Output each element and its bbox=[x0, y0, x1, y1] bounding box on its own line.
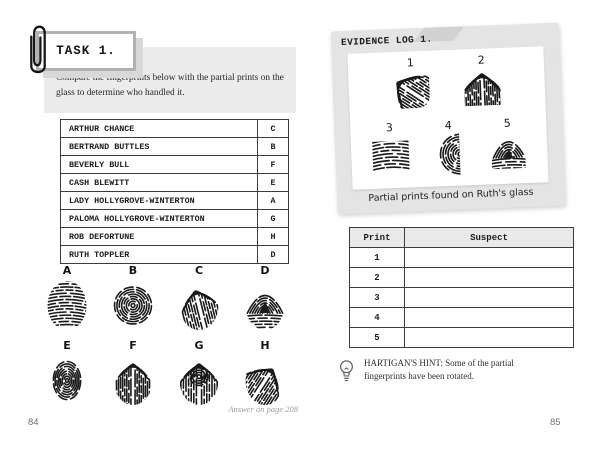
suspect-row bbox=[61, 138, 289, 156]
suspect-letter: F bbox=[258, 156, 289, 174]
suspect-name: CASH BLEWITT bbox=[61, 174, 258, 192]
fingerprint-d bbox=[232, 264, 298, 333]
fingerprint-label: E bbox=[63, 339, 71, 352]
paperclip-icon bbox=[27, 21, 49, 79]
suspect-name: ARTHUR CHANCE bbox=[61, 120, 258, 138]
suspect-row bbox=[61, 156, 289, 174]
fingerprint-label: C bbox=[194, 264, 204, 277]
fingerprint-label: D bbox=[260, 264, 270, 277]
match-row bbox=[350, 308, 574, 328]
partial-print-1 bbox=[388, 56, 435, 121]
task-instructions: Compare the fingerprints below with the partial prints on the glass to determine who handled it. bbox=[56, 73, 284, 98]
partial-vertical-ridges-icon bbox=[459, 66, 506, 118]
fingerprint-label: A bbox=[62, 264, 72, 277]
match-print-number: 1 bbox=[350, 248, 405, 268]
suspect-row bbox=[61, 174, 289, 192]
match-print-number: 5 bbox=[350, 328, 405, 348]
prints-caption: Partial prints found on Ruth's glass bbox=[368, 186, 534, 205]
partial-horizontal-ridges-icon bbox=[367, 133, 414, 185]
partial-print-3 bbox=[367, 120, 414, 185]
suspect-letter: H bbox=[258, 228, 289, 246]
partial-print-number: 4 bbox=[444, 118, 453, 133]
fingerprint-g bbox=[166, 339, 232, 408]
match-print-number: 3 bbox=[350, 288, 405, 308]
fingerprint-e bbox=[34, 339, 100, 408]
match-header-print: Print bbox=[350, 228, 405, 248]
partial-diagonal-loop-icon bbox=[388, 69, 435, 121]
suspect-letter: C bbox=[258, 120, 289, 138]
fingerprint-h bbox=[232, 339, 298, 408]
suspect-letter: B bbox=[258, 138, 289, 156]
tented-arch-fingerprint-icon bbox=[242, 278, 288, 333]
suspect-row bbox=[61, 120, 289, 138]
suspect-row bbox=[61, 246, 289, 264]
suspect-answer-cell[interactable] bbox=[405, 268, 574, 288]
loop-vertical-fingerprint-icon bbox=[110, 353, 156, 408]
suspect-name: RUTH TOPPLER bbox=[61, 246, 258, 264]
fingerprint-c bbox=[166, 264, 232, 333]
match-print-number: 4 bbox=[350, 308, 405, 328]
fingerprint-label: B bbox=[128, 264, 138, 277]
suspect-row bbox=[61, 228, 289, 246]
partial-tented-arch-icon bbox=[485, 129, 532, 181]
loop-tilted-right-fingerprint-icon bbox=[242, 353, 288, 408]
partial-print-5 bbox=[484, 116, 531, 181]
prints-row-1 bbox=[348, 51, 546, 121]
partial-half-whorl-icon bbox=[426, 131, 473, 183]
partial-print-number: 2 bbox=[477, 53, 486, 67]
match-print-number: 2 bbox=[350, 268, 405, 288]
match-header-suspect: Suspect bbox=[405, 228, 574, 248]
match-row bbox=[350, 248, 574, 268]
suspect-letter: D bbox=[258, 246, 289, 264]
suspect-name: BERTRAND BUTTLES bbox=[61, 138, 258, 156]
evidence-folder bbox=[331, 23, 566, 215]
page-number-left: 84 bbox=[28, 417, 39, 428]
answer-note: Answer on page 208 bbox=[228, 404, 298, 414]
partial-prints-panel bbox=[347, 46, 548, 189]
arch-horizontal-fingerprint-icon bbox=[44, 278, 90, 333]
suspect-answer-cell[interactable] bbox=[405, 248, 574, 268]
task-title-box bbox=[36, 31, 136, 71]
fingerprint-label: F bbox=[129, 339, 137, 352]
suspect-answer-cell[interactable] bbox=[405, 288, 574, 308]
match-row bbox=[350, 268, 574, 288]
evidence-log-title: EVIDENCE LOG 1. bbox=[340, 33, 433, 49]
suspect-name: ROB DEFORTUNE bbox=[61, 228, 258, 246]
match-table bbox=[349, 227, 574, 348]
prints-row-2 bbox=[350, 115, 548, 185]
lightbulb-icon bbox=[337, 358, 356, 384]
whorl-spiral-fingerprint-icon bbox=[110, 278, 156, 333]
partial-print-number: 5 bbox=[503, 116, 511, 130]
suspect-table bbox=[60, 119, 289, 264]
suspect-letter: E bbox=[258, 174, 289, 192]
suspect-letter: A bbox=[258, 192, 289, 210]
oval-rings-fingerprint-icon bbox=[44, 353, 90, 408]
suspect-answer-cell[interactable] bbox=[405, 308, 574, 328]
fingerprint-b bbox=[100, 264, 166, 333]
fingerprint-grid bbox=[34, 264, 298, 408]
whorl-loop-fingerprint-icon bbox=[176, 353, 222, 408]
fingerprint-f bbox=[100, 339, 166, 408]
fingerprint-label: H bbox=[260, 339, 270, 352]
fingerprint-a bbox=[34, 264, 100, 333]
fingerprint-label: G bbox=[194, 339, 204, 352]
suspect-row bbox=[61, 210, 289, 228]
loop-tilted-left-fingerprint-icon bbox=[176, 278, 222, 333]
partial-print-4 bbox=[426, 118, 473, 183]
partial-print-2 bbox=[459, 53, 506, 118]
suspect-name: LADY HOLLYGROVE-WINTERTON bbox=[61, 192, 258, 210]
hartigans-hint: HARTIGAN'S HINT: Some of the partial fingerprints have been rotated. bbox=[364, 358, 514, 381]
match-row bbox=[350, 328, 574, 348]
suspect-row bbox=[61, 192, 289, 210]
partial-print-number: 1 bbox=[406, 56, 415, 70]
partial-print-number: 3 bbox=[385, 121, 394, 135]
suspect-answer-cell[interactable] bbox=[405, 328, 574, 348]
suspect-letter: G bbox=[258, 210, 289, 228]
task-title: TASK 1. bbox=[56, 44, 116, 58]
suspect-name: BEVERLY BULL bbox=[61, 156, 258, 174]
match-row bbox=[350, 288, 574, 308]
suspect-name: PALOMA HOLLYGROVE-WINTERTON bbox=[61, 210, 258, 228]
page-number-right: 85 bbox=[550, 417, 561, 428]
